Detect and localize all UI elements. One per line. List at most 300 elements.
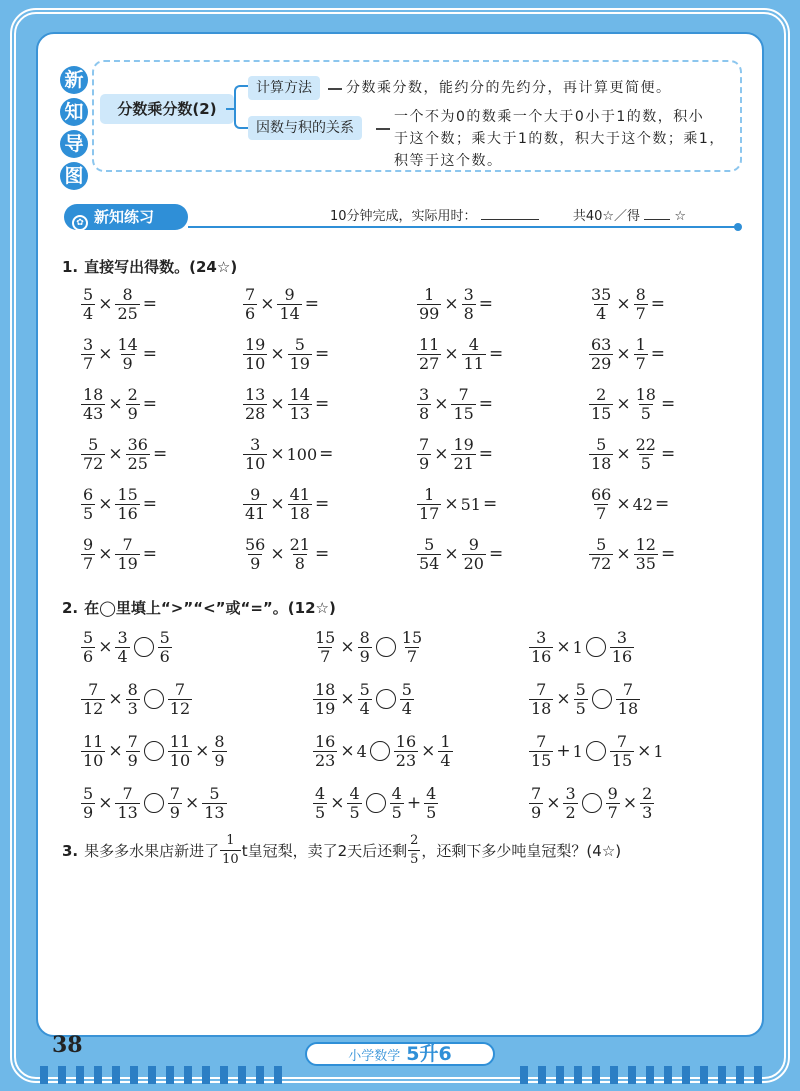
numerator: 7 [88,679,99,699]
denominator: 20 [463,553,484,573]
numerator: 9 [468,534,479,554]
compare-circle[interactable] [366,793,386,813]
denominator: 5 [426,802,437,822]
operator: = [152,444,168,464]
denominator: 15 [591,403,612,423]
fraction [390,785,404,822]
operator: = [488,344,504,364]
numerator: 8 [214,731,225,751]
fraction [115,286,139,323]
q2-row [80,624,760,670]
denominator: 4 [359,698,370,718]
denominator: 16 [611,646,633,666]
numerator: 7 [245,284,256,304]
q1-expression [416,481,499,527]
fraction [606,785,620,822]
numerator: 22 [635,434,656,454]
operator: + [556,741,571,761]
q2-expression [312,676,415,722]
operator: = [314,494,330,514]
numerator: 41 [289,484,310,504]
numerator: 5 [359,679,370,699]
operator: × [98,793,113,813]
q3-text-part: ，还剩下多少吨皇冠梨？(4☆) [421,842,622,860]
fraction [640,785,654,822]
time-blank[interactable] [481,219,539,220]
q1-expression [588,431,677,477]
q3-text-part: 果多多水果店新进了 [84,842,220,860]
branch-text-relation-line1: 一个不为0的数乘一个大于0小于1的数，积小 [394,109,705,125]
branch-text-relation-line3: 积等于这个数。 [394,153,503,169]
q1-expression [242,381,331,427]
fraction [115,629,129,666]
footer-stripe [40,1066,48,1084]
denominator: 5 [410,852,419,867]
q2-expression [312,624,425,670]
numerator: 8 [635,284,646,304]
fraction [417,536,441,573]
fraction [115,785,139,822]
fraction [277,286,301,323]
numerator: 66 [591,484,612,504]
denominator: 9 [214,750,225,770]
operator: × [434,444,449,464]
denominator: 7 [607,802,618,822]
fraction [634,436,658,473]
q3-text-part: t皇冠梨，卖了2天后还剩 [241,842,408,860]
fraction [81,536,95,573]
fraction [115,536,139,573]
operator: × [108,689,123,709]
operator: × [98,637,113,657]
compare-circle[interactable] [370,741,390,761]
denominator: 9 [122,353,133,373]
numerator: 7 [622,679,634,699]
fraction [168,785,182,822]
q2-expression [312,728,454,774]
denominator: 99 [419,303,440,323]
footer-stripe [574,1066,582,1084]
numerator: 7 [536,731,547,751]
denominator: 7 [83,553,94,573]
operator: = [654,494,670,514]
footer-stripe [610,1066,618,1084]
fraction [589,336,613,373]
operator: × [556,637,571,657]
denominator: 4 [440,750,451,770]
numerator: 1 [440,731,451,751]
denominator: 25 [127,453,148,473]
score-suffix: ☆ [674,209,686,224]
fraction [529,629,553,666]
numerator: 3 [419,384,430,404]
footer-stripe [682,1066,690,1084]
fraction [243,386,267,423]
footer-stripe [700,1066,708,1084]
q2-row [80,728,760,774]
integer: 1 [572,741,583,761]
numerator: 2 [127,384,138,404]
footer-stripe [274,1066,282,1084]
fraction [394,733,418,770]
denominator: 10 [169,750,191,770]
fraction [243,536,267,573]
operator: = [142,494,158,514]
compare-circle[interactable] [586,741,606,761]
fraction [400,681,414,718]
operator: × [108,394,123,414]
numerator: 1 [424,484,435,504]
operator: × [270,494,285,514]
fraction [212,733,226,770]
denominator: 19 [289,353,310,373]
compare-circle[interactable] [376,637,396,657]
footer-stripe [538,1066,546,1084]
q1-text: 直接写出得数。(24☆) [84,258,238,276]
numerator: 11 [169,731,191,751]
q1-expression [588,381,677,427]
compare-circle[interactable] [586,637,606,657]
denominator: 12 [83,698,104,718]
fraction [81,436,105,473]
compare-circle[interactable] [144,741,164,761]
denominator: 10 [245,353,266,373]
operator: × [616,394,631,414]
denominator: 29 [591,353,612,373]
footer-stripe [130,1066,138,1084]
q1-row [80,281,760,327]
denominator: 7 [596,503,607,523]
guide-tag-char: 图 [60,162,88,190]
fraction [529,785,543,822]
denominator: 13 [117,802,138,822]
branch-label-method: 计算方法 [248,76,320,100]
numerator: 4 [349,783,360,803]
footer-stripe [664,1066,672,1084]
operator: × [616,494,631,514]
branch-label-relation: 因数与积的关系 [248,116,362,140]
fraction [417,336,441,373]
denominator: 8 [463,303,474,323]
numerator: 19 [453,434,474,454]
compare-circle[interactable] [144,793,164,813]
operator: × [616,344,631,364]
denominator: 9 [250,553,261,573]
q1-expression [416,331,505,377]
fraction [81,486,95,523]
footer-stripe [220,1066,228,1084]
q2-row [80,780,760,826]
footer-stripe [628,1066,636,1084]
operator: = [478,294,494,314]
q2-expression [528,728,664,774]
denominator: 19 [315,698,336,718]
denominator: 6 [159,646,170,666]
numerator: 7 [174,679,186,699]
integer: 100 [286,444,318,464]
fraction [81,785,95,822]
numerator: 3 [83,334,94,354]
operator: × [184,793,200,813]
numerator: 5 [83,783,94,803]
denominator: 18 [617,698,639,718]
denominator: 14 [279,303,300,323]
denominator: 7 [635,353,646,373]
operator: × [98,494,113,514]
fraction [243,336,267,373]
q2-text: 在◯里填上“>”“<”或“=”。(12☆) [84,599,336,617]
fraction [424,785,438,822]
denominator: 5 [349,802,360,822]
operator: × [330,793,345,813]
operator: = [650,294,666,314]
numerator: 7 [127,731,138,751]
fraction [313,629,337,666]
q2-row [80,676,760,722]
denominator: 4 [596,303,607,323]
denominator: 6 [245,303,256,323]
q1-expression [80,481,159,527]
q2-expression [80,780,228,826]
compare-circle[interactable] [134,637,154,657]
q1-row [80,531,760,577]
numerator: 5 [424,534,435,554]
footer-stripe [94,1066,102,1084]
q1-expression [242,331,331,377]
footer-stripe [148,1066,156,1084]
fraction [589,486,613,523]
numerator: 18 [635,384,656,404]
numerator: 13 [245,384,266,404]
fraction [81,681,105,718]
numerator: 4 [468,334,479,354]
denominator: 15 [611,750,633,770]
denominator: 12 [169,698,191,718]
score-label: 共40☆／得 [572,209,641,224]
operator: × [616,444,631,464]
fraction [417,386,431,423]
denominator: 3 [127,698,138,718]
score-blank[interactable] [644,219,670,220]
numerator: 1 [424,284,435,304]
numerator: 18 [315,679,336,699]
denominator: 4 [401,698,412,718]
denominator: 5 [640,453,651,473]
q1-row [80,381,760,427]
operator: = [142,344,158,364]
fraction [158,629,172,666]
operator: × [444,494,459,514]
fraction [462,286,476,323]
denominator: 5 [640,403,651,423]
numerator: 11 [83,731,104,751]
operator: = [319,444,334,464]
compare-circle[interactable] [582,793,602,813]
fraction [438,733,452,770]
branch-connector [328,88,342,90]
guide-tag-char: 知 [60,98,88,126]
numerator: 8 [127,679,138,699]
fraction [243,286,257,323]
fraction [417,436,431,473]
numerator: 8 [122,284,133,304]
operator: × [340,689,355,709]
denominator: 9 [83,802,94,822]
denominator: 16 [117,503,138,523]
numerator: 21 [289,534,310,554]
numerator: 5 [88,434,99,454]
numerator: 5 [159,627,170,647]
q2-expression [80,728,228,774]
fraction [400,629,424,666]
denominator: 9 [169,802,180,822]
footer-stripe [58,1066,66,1084]
numerator: 3 [250,434,261,454]
operator: × [546,793,561,813]
guide-tag [60,66,90,194]
denominator: 9 [127,403,138,423]
denominator: 54 [419,553,440,573]
practice-badge [64,204,188,230]
q1-expression [242,281,321,327]
numerator: 18 [83,384,104,404]
denominator: 10 [83,750,104,770]
page-number: 38 [52,1032,83,1058]
compare-circle[interactable] [592,689,612,709]
denominator: 10 [222,852,239,867]
operator: × [260,294,275,314]
time-label: 10分钟完成，实际用时： [330,209,477,224]
fraction [288,486,312,523]
guide-tag-char: 新 [60,66,88,94]
guide-tag-char: 导 [60,130,88,158]
operator: × [556,689,571,709]
numerator: 5 [209,783,220,803]
footer-stripe [646,1066,654,1084]
fraction [313,733,337,770]
branch-text-method: 分数乘分数，能约分的先约分，再计算更简便。 [346,80,672,96]
operator: × [340,741,355,761]
operator: + [406,793,422,813]
operator: × [108,444,123,464]
denominator: 18 [531,698,552,718]
numerator: 7 [122,534,133,554]
fraction [358,629,372,666]
numerator: 7 [169,783,180,803]
footer-stripe [166,1066,174,1084]
q2-expression [312,780,439,826]
footer-stripe [718,1066,726,1084]
denominator: 5 [575,698,586,718]
operator: = [314,544,330,564]
denominator: 25 [117,303,138,323]
time-score-line [330,205,686,224]
numerator: 7 [536,679,547,699]
q2-title [62,597,336,618]
q1-expression [416,431,495,477]
fraction [462,336,486,373]
fraction [610,629,634,666]
numerator: 9 [284,284,295,304]
q1-expression [588,331,667,377]
q1-row [80,481,760,527]
numerator: 15 [401,627,423,647]
fraction [288,386,312,423]
numerator: 14 [289,384,310,404]
numerator: 5 [83,284,94,304]
fraction [126,733,140,770]
q2-number: 2. [62,599,79,617]
fraction [243,436,267,473]
footer-stripe [754,1066,762,1084]
numerator: 36 [127,434,148,454]
numerator: 7 [616,731,628,751]
denominator: 27 [419,353,440,373]
denominator: 4 [83,303,94,323]
denominator: 15 [531,750,552,770]
operator: = [482,494,498,514]
fraction [563,785,577,822]
operator: = [142,394,158,414]
numerator: 12 [635,534,656,554]
numerator: 5 [401,679,412,699]
numerator: 7 [458,384,469,404]
compare-circle[interactable] [144,689,164,709]
numerator: 2 [410,833,419,848]
operator: × [195,741,210,761]
integer: 1 [572,637,583,657]
operator: × [622,793,638,813]
numerator: 9 [607,783,618,803]
footer-stripe [202,1066,210,1084]
fraction [202,785,226,822]
fraction [81,629,95,666]
denominator: 17 [419,503,440,523]
fraction [313,785,327,822]
numerator: 15 [117,484,138,504]
denominator: 2 [565,802,576,822]
compare-circle[interactable] [376,689,396,709]
operator: × [340,637,355,657]
operator: × [98,544,113,564]
numerator: 8 [359,627,370,647]
q1-number: 1. [62,258,79,276]
denominator: 3 [642,802,653,822]
paw-icon: ✿ [72,215,88,231]
numerator: 5 [575,679,586,699]
integer: 42 [632,494,653,514]
fraction [115,486,139,523]
denominator: 9 [127,750,138,770]
practice-badge-label: 新知练习 [94,208,155,226]
denominator: 10 [245,453,266,473]
practice-divider-dot [734,223,742,231]
operator: = [142,544,158,564]
fraction [451,386,475,423]
denominator: 9 [531,802,542,822]
operator: = [478,394,494,414]
operator: × [421,741,436,761]
denominator: 21 [453,453,474,473]
numerator: 7 [419,434,430,454]
denominator: 5 [315,802,326,822]
operator: × [270,344,285,364]
numerator: 35 [591,284,612,304]
q1-row [80,431,760,477]
numerator: 3 [117,627,128,647]
numerator: 11 [419,334,440,354]
q3-question [62,832,621,869]
